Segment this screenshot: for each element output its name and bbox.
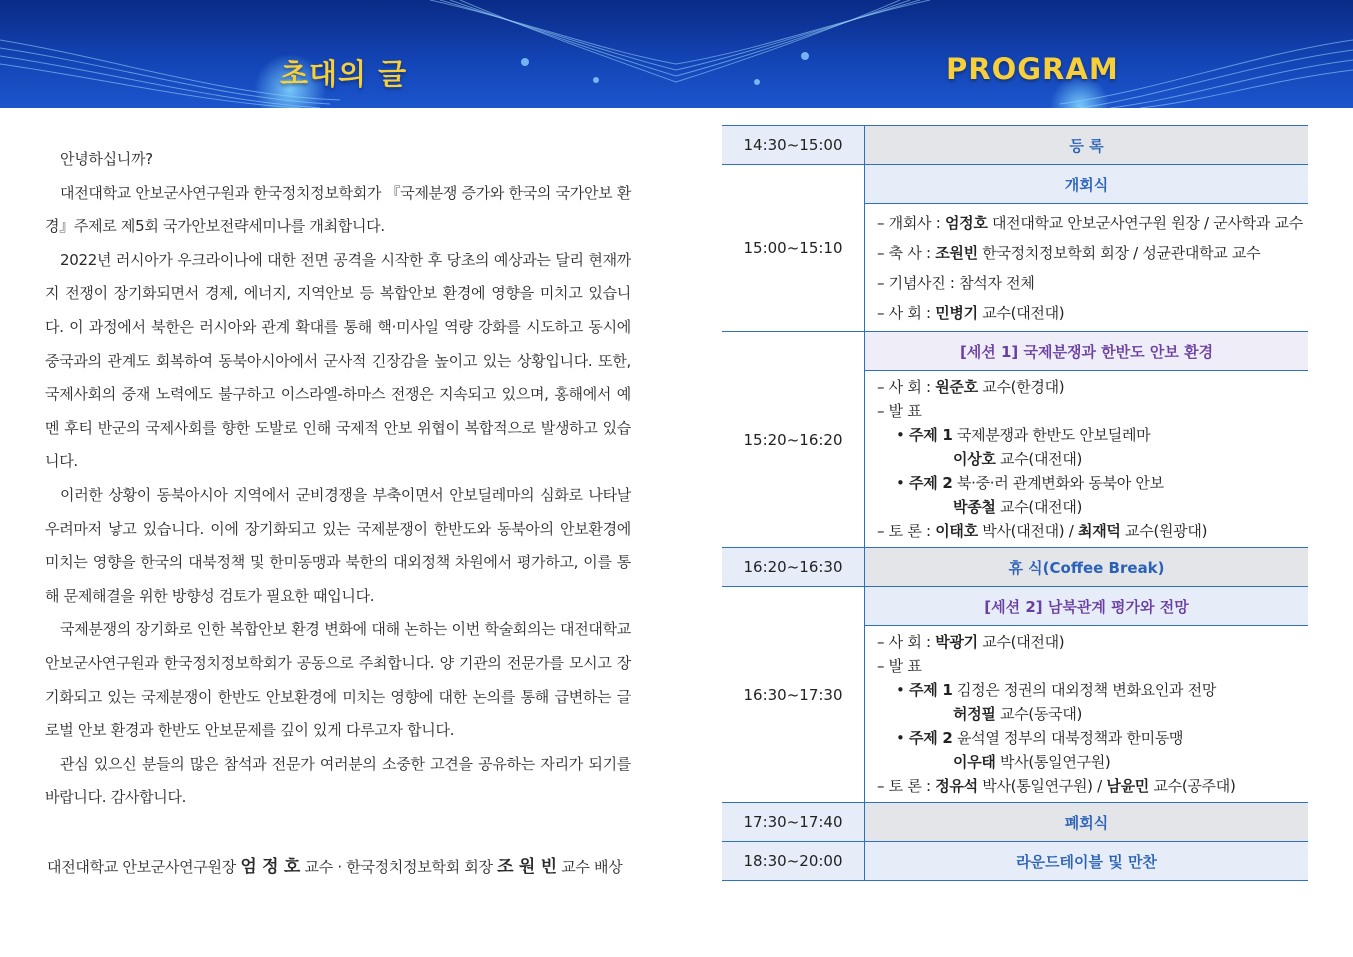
wave-decoration xyxy=(0,0,1353,108)
invitation-letter xyxy=(45,143,631,815)
program-line: 이상호 교수(대전대) xyxy=(953,450,1083,468)
program-row xyxy=(722,332,1308,548)
signature-text: 대전대학교 안보군사연구원장 xyxy=(47,858,241,876)
program-row xyxy=(722,842,1308,881)
letter-paragraph: 2022년 러시아가 우크라이나에 대한 전면 공격을 시작한 후 당초의 예상과는 달리 현재까지 전쟁이 장기화되면서 경제, 에너지, 지역안보 등 복합안보 환경에 영향을 미치고 있습니다. 이 과정에서 북한은 러시아와 관계 확대를 통해 핵·미사일 역량 강화를 시도하고 동시에 중국과의 관계도 회복하여 동북아시아에서 군사적 긴장감을 높이고 있는 상황입니다. 또한, 국제사회의 중재 노력에도 불구하고 이스라엘-하마스 전쟁은 지속되고 있으며, 홍해에서 예멘 후티 반군의 국제사회를 향한 도발로 인해 국제적 안보 위협이 복합적으로 발생하고 있습니다. xyxy=(45,250,631,471)
program-line: • 주제 1 국제분쟁과 한반도 안보딜레마 xyxy=(896,426,1151,444)
program-time: 16:30~17:30 xyxy=(722,587,865,802)
letter-paragraph: 이러한 상황이 동북아시아 지역에서 군비경쟁을 부축이면서 안보딜레마의 심화로 나타날 우려마저 낳고 있습니다. 이에 장기화되고 있는 국제분쟁이 한반도와 동북아의 안보환경에 미치는 영향을 한국의 대북정책 및 한미동맹과 북한의 대외정책 차원에서 평가하고, 이를 통해 문제해결을 위한 방향성 검토가 필요한 때입니다. xyxy=(45,485,631,605)
letter-paragraph: 국제분쟁의 장기화로 인한 복합안보 환경 변화에 대해 논하는 이번 학술회의는 대전대학교 안보군사연구원과 한국정치정보학회가 공동으로 주최합니다. 양 기관의 전문가를 모시고 장기화되고 있는 국제분쟁이 한반도 안보환경에 미치는 영향에 대한 논의를 통해 급변하는 글로벌 안보 환경과 한반도 안보문제를 깊이 있게 다루고자 합니다. xyxy=(45,620,631,740)
program-line: – 축 사 : 조원빈 한국정치정보학회 회장 / 성균관대학교 교수 xyxy=(877,244,1261,262)
program-line: – 발 표 xyxy=(877,657,922,675)
program-line: – 토 론 : 이태호 박사(대전대) / 최재덕 교수(원광대) xyxy=(877,522,1208,540)
letter-signature xyxy=(47,852,631,877)
program-line: • 주제 2 윤석열 정부의 대북정책과 한미동맹 xyxy=(896,729,1184,747)
letter-paragraph: 대전대학교 안보군사연구원과 한국정치정보학회가 『국제분쟁 증가와 한국의 국가안보 환경』주제로 제5회 국가안보전략세미나를 개최합니다. xyxy=(45,183,632,236)
program-line: – 사 회 : 원준호 교수(한경대) xyxy=(877,378,1065,396)
header-banner xyxy=(0,0,1353,108)
program-item-title: 휴 식(Coffee Break) xyxy=(865,548,1308,586)
program-item-title: 등 록 xyxy=(865,126,1308,164)
program-item-title: 개회식 xyxy=(865,165,1308,204)
program-item-title: 라운드테이블 및 만찬 xyxy=(865,842,1308,880)
program-item-title: [세션 1] 국제분쟁과 한반도 안보 환경 xyxy=(865,332,1308,371)
program-line: 박종철 교수(대전대) xyxy=(953,498,1083,516)
program-time: 16:20~16:30 xyxy=(722,548,865,586)
program-line: – 개회사 : 엄정호 대전대학교 안보군사연구원 원장 / 군사학과 교수 xyxy=(877,214,1303,232)
program-row xyxy=(722,548,1308,587)
program-section-title: PROGRAM xyxy=(946,52,1119,86)
program-row xyxy=(722,165,1308,332)
program-line: 허정필 교수(동국대) xyxy=(953,705,1083,723)
program-item-title: 폐회식 xyxy=(865,803,1308,841)
program-line: – 기념사진 : 참석자 전체 xyxy=(877,274,1035,292)
program-line: – 사 회 : 민병기 교수(대전대) xyxy=(877,304,1065,322)
program-row xyxy=(722,803,1308,842)
program-time: 17:30~17:40 xyxy=(722,803,865,841)
program-line: – 사 회 : 박광기 교수(대전대) xyxy=(877,633,1065,651)
program-row xyxy=(722,587,1308,803)
program-line: • 주제 2 북·중·러 관계변화와 동북아 안보 xyxy=(896,474,1164,492)
program-time: 15:20~16:20 xyxy=(722,332,865,547)
program-time: 18:30~20:00 xyxy=(722,842,865,880)
program-item-title: [세션 2] 남북관계 평가와 전망 xyxy=(865,587,1308,626)
letter-paragraph: 안녕하십니까? xyxy=(60,150,153,168)
program-time: 14:30~15:00 xyxy=(722,126,865,164)
letter-section-title: 초대의 글 xyxy=(280,57,408,91)
signature-name: 엄 정 호 xyxy=(240,857,301,877)
program-row xyxy=(722,125,1308,165)
program-line: • 주제 1 김정은 정권의 대외정책 변화요인과 전망 xyxy=(896,681,1217,699)
program-line: 이우태 박사(통일연구원) xyxy=(953,753,1111,771)
program-line: – 발 표 xyxy=(877,402,922,420)
signature-text: 교수 · 한국정치정보학회 회장 xyxy=(300,858,498,876)
letter-paragraph: 관심 있으신 분들의 많은 참석과 전문가 여러분의 소중한 고견을 공유하는 자리가 되기를 바랍니다. 감사합니다. xyxy=(45,754,631,807)
program-line: – 토 론 : 정유석 박사(통일연구원) / 남윤민 교수(공주대) xyxy=(877,777,1236,795)
signature-text: 교수 배상 xyxy=(556,858,623,876)
signature-name: 조 원 빈 xyxy=(497,857,557,877)
program-time: 15:00~15:10 xyxy=(722,165,865,331)
program-table xyxy=(722,125,1308,881)
